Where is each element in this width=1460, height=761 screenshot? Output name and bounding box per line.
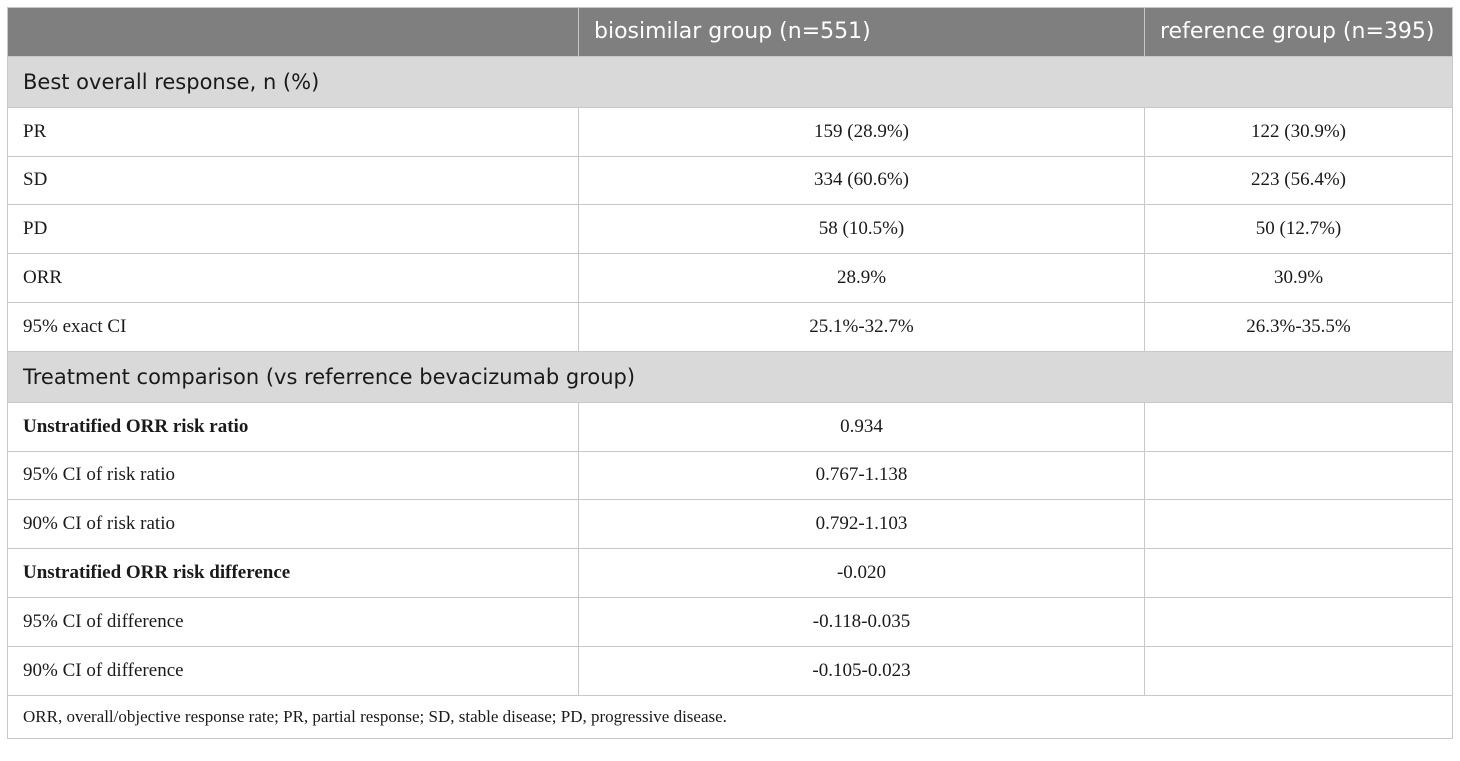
reference-value bbox=[1145, 549, 1453, 598]
row-label: Unstratified ORR risk difference bbox=[8, 549, 579, 598]
row-label: Unstratified ORR risk ratio bbox=[8, 402, 579, 451]
table-row bbox=[8, 549, 1453, 598]
section-row bbox=[8, 351, 1453, 402]
biosimilar-value: -0.118-0.035 bbox=[579, 597, 1145, 646]
biosimilar-value: 0.934 bbox=[579, 402, 1145, 451]
reference-value bbox=[1145, 451, 1453, 500]
section-title: Best overall response, n (%) bbox=[8, 56, 1453, 107]
reference-value bbox=[1145, 597, 1453, 646]
table-row bbox=[8, 254, 1453, 303]
section-title: Treatment comparison (vs referrence bevacizumab group) bbox=[8, 351, 1453, 402]
row-label: 95% exact CI bbox=[8, 302, 579, 351]
biosimilar-value: 0.792-1.103 bbox=[579, 500, 1145, 549]
table-row bbox=[8, 646, 1453, 695]
table-row bbox=[8, 402, 1453, 451]
reference-value: 223 (56.4%) bbox=[1145, 156, 1453, 205]
table-row bbox=[8, 597, 1453, 646]
row-label: PR bbox=[8, 107, 579, 156]
table-row bbox=[8, 156, 1453, 205]
reference-value: 122 (30.9%) bbox=[1145, 107, 1453, 156]
biosimilar-value: 159 (28.9%) bbox=[579, 107, 1145, 156]
reference-value bbox=[1145, 500, 1453, 549]
row-label: PD bbox=[8, 205, 579, 254]
table-body bbox=[8, 56, 1453, 738]
results-table bbox=[7, 7, 1453, 739]
header-reference-group: reference group (n=395) bbox=[1145, 8, 1453, 57]
biosimilar-value: -0.020 bbox=[579, 549, 1145, 598]
row-label: SD bbox=[8, 156, 579, 205]
table-row bbox=[8, 451, 1453, 500]
table-row bbox=[8, 205, 1453, 254]
row-label: 95% CI of difference bbox=[8, 597, 579, 646]
footnote-row bbox=[8, 695, 1453, 738]
row-label: 90% CI of difference bbox=[8, 646, 579, 695]
header-empty-cell bbox=[8, 8, 579, 57]
biosimilar-value: 0.767-1.138 bbox=[579, 451, 1145, 500]
reference-value bbox=[1145, 402, 1453, 451]
reference-value bbox=[1145, 646, 1453, 695]
table-row bbox=[8, 500, 1453, 549]
row-label: 90% CI of risk ratio bbox=[8, 500, 579, 549]
row-label: ORR bbox=[8, 254, 579, 303]
biosimilar-value: 334 (60.6%) bbox=[579, 156, 1145, 205]
biosimilar-value: 58 (10.5%) bbox=[579, 205, 1145, 254]
biosimilar-value: 28.9% bbox=[579, 254, 1145, 303]
biosimilar-value: 25.1%-32.7% bbox=[579, 302, 1145, 351]
reference-value: 26.3%-35.5% bbox=[1145, 302, 1453, 351]
section-row bbox=[8, 56, 1453, 107]
biosimilar-value: -0.105-0.023 bbox=[579, 646, 1145, 695]
row-label: 95% CI of risk ratio bbox=[8, 451, 579, 500]
reference-value: 50 (12.7%) bbox=[1145, 205, 1453, 254]
reference-value: 30.9% bbox=[1145, 254, 1453, 303]
header-row bbox=[8, 8, 1453, 57]
table-row bbox=[8, 107, 1453, 156]
table-footnote: ORR, overall/objective response rate; PR, partial response; SD, stable disease; PD, progressive disease. bbox=[8, 695, 1453, 738]
table-row bbox=[8, 302, 1453, 351]
header-biosimilar-group: biosimilar group (n=551) bbox=[579, 8, 1145, 57]
